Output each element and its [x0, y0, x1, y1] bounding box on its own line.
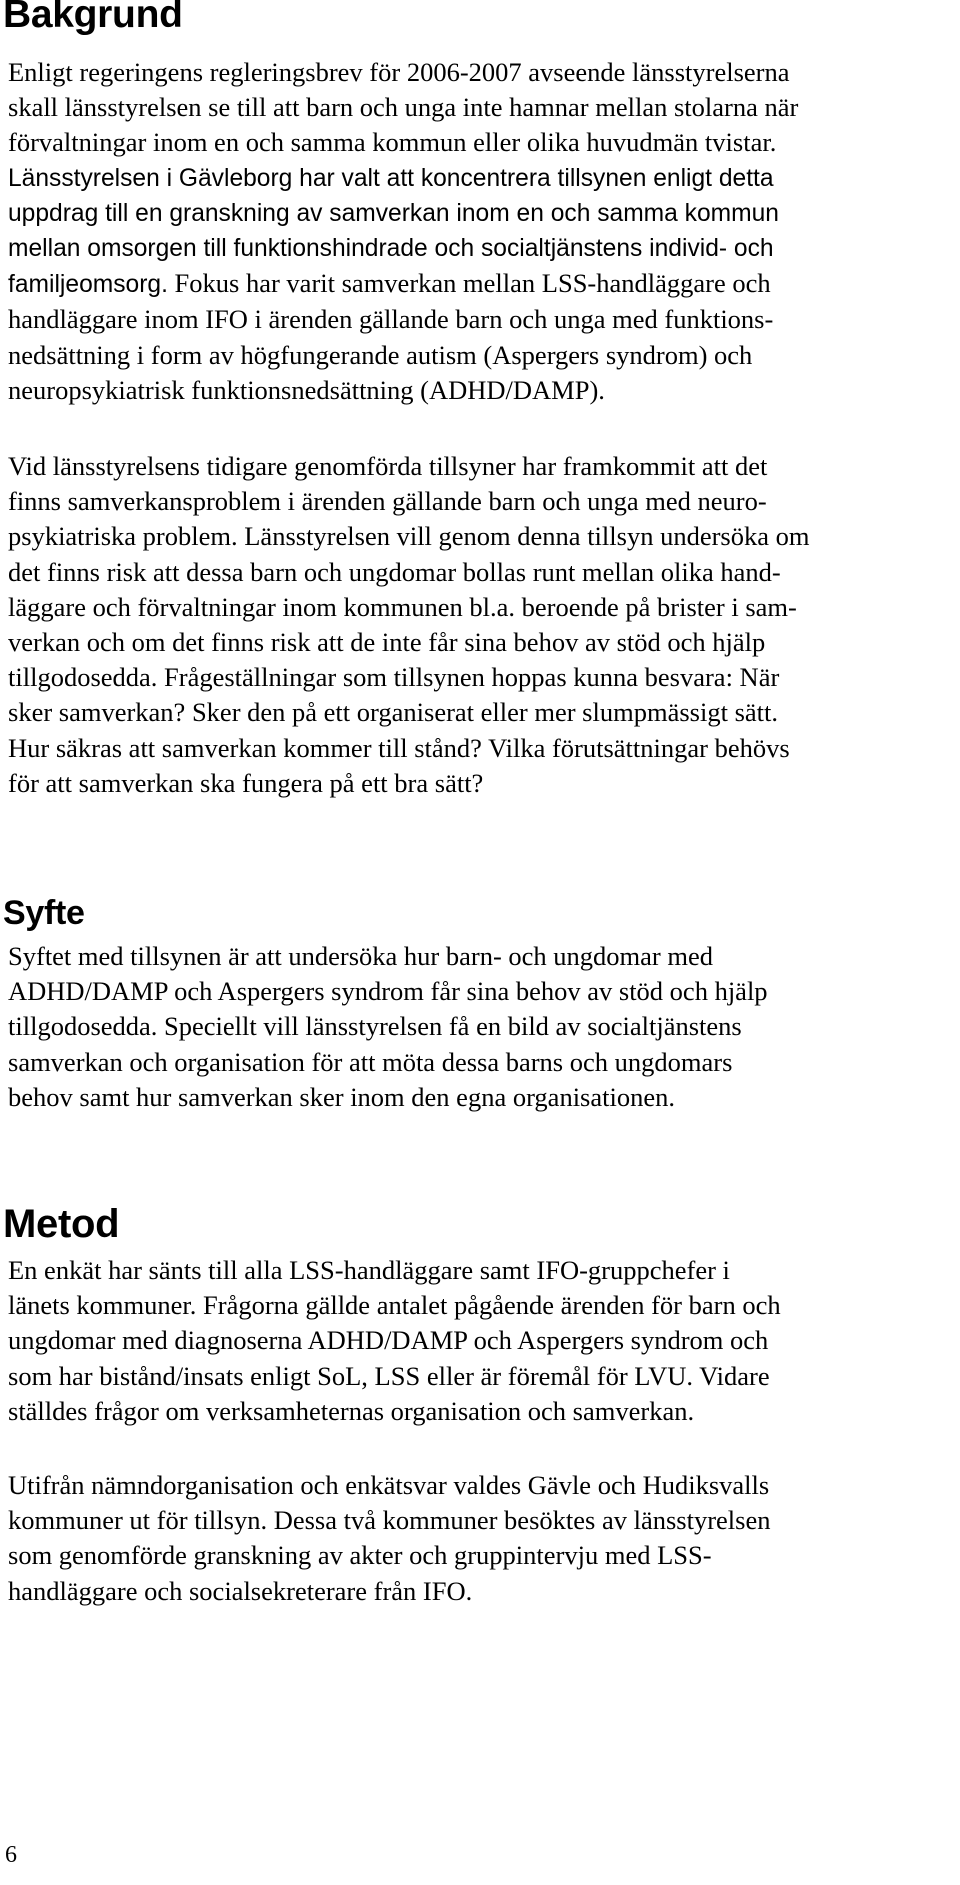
text-line: som genomförde granskning av akter och gruppintervju med LSS- — [8, 1540, 712, 1571]
text-line: Enligt regeringens regleringsbrev för 2006-2007 avseende länsstyrelserna — [8, 57, 790, 87]
text-line: ställdes frågor om verksamheternas organisation och samverkan. — [8, 1395, 695, 1426]
text-line: sker samverkan? Sker den på ett organiserat eller mer slumpmässigt sätt. — [8, 697, 778, 728]
paragraph-metod-2 — [8, 1468, 948, 1609]
text-line: handläggare och socialsekreterare från IFO. — [8, 1575, 473, 1606]
text-run: familjeomsorg. — [8, 271, 168, 299]
text-line: Vid länsstyrelsens tidigare genomförda tillsyner har framkommit att det — [8, 451, 768, 481]
text-line: förvaltningar inom en och samma kommun eller olika huvudmän tvistar. — [8, 127, 777, 158]
text-line: nedsättning i form av högfungerande autism (Aspergers syndrom) och — [8, 339, 753, 370]
text-line: Syftet med tillsynen är att undersöka hur barn- och ungdomar med — [8, 941, 714, 971]
text-line: neuropsykiatrisk funktionsnedsättning (ADHD/DAMP). — [8, 374, 605, 405]
text-line: som har bistånd/insats enligt SoL, LSS eller är föremål för LVU. Vidare — [8, 1360, 770, 1391]
text-line: kommuner ut för tillsyn. Dessa två kommuner besöktes av länsstyrelsen — [8, 1505, 771, 1536]
text-line: för att samverkan ska fungera på ett bra sätt? — [8, 767, 484, 798]
text-line: Hur säkras att samverkan kommer till stånd? Vilka förutsättningar behövs — [8, 732, 790, 763]
text-line: En enkät har sänts till alla LSS-handläggare samt IFO-gruppchefer i — [8, 1255, 730, 1285]
text-line: behov samt hur samverkan sker inom den egna organisationen. — [8, 1081, 675, 1112]
text-line: Länsstyrelsen i Gävleborg har valt att koncentrera tillsynen enligt detta — [8, 164, 774, 192]
text-line: mellan omsorgen till funktionshindrade och socialtjänstens individ- och — [8, 235, 774, 263]
text-line: skall länsstyrelsen se till att barn och unga inte hamnar mellan stolarna när — [8, 92, 799, 123]
text-line: tillgodosedda. Frågeställningar som tillsynen hoppas kunna besvara: När — [8, 662, 780, 693]
paragraph-metod-1 — [8, 1253, 948, 1429]
page-number: 6 — [5, 1842, 17, 1868]
text-line: finns samverkansproblem i ärenden gällande barn och unga med neuro- — [8, 486, 767, 517]
text-line: ungdomar med diagnoserna ADHD/DAMP och Aspergers syndrom och — [8, 1325, 769, 1356]
text-line: uppdrag till en granskning av samverkan inom en och samma kommun — [8, 199, 779, 227]
text-line: länets kommuner. Frågorna gällde antalet pågående ärenden för barn och — [8, 1290, 781, 1321]
paragraph-bakgrund-2 — [8, 449, 948, 801]
text-line: det finns risk att dessa barn och ungdomar bollas runt mellan olika hand- — [8, 556, 781, 587]
paragraph-syfte-1 — [8, 939, 948, 1115]
heading-metod: Metod — [3, 1202, 120, 1246]
heading-syfte: Syfte — [3, 894, 85, 932]
text-line: handläggare inom IFO i ärenden gällande barn och unga med funktions- — [8, 304, 774, 335]
text-line: tillgodosedda. Speciellt vill länsstyrelsen få en bild av socialtjänstens — [8, 1011, 742, 1042]
text-line: Utifrån nämndorganisation och enkätsvar valdes Gävle och Hudiksvalls — [8, 1470, 770, 1500]
text-line: ADHD/DAMP och Aspergers syndrom får sina behov av stöd och hjälp — [8, 976, 768, 1007]
text-line: samverkan och organisation för att möta dessa barns och ungdomars — [8, 1046, 733, 1077]
text-line: psykiatriska problem. Länsstyrelsen vill genom denna tillsyn undersöka om — [8, 521, 810, 552]
text-run: Fokus har varit samverkan mellan LSS-handläggare och — [174, 268, 771, 299]
text-line: läggare och förvaltningar inom kommunen bl.a. beroende på brister i sam- — [8, 591, 797, 622]
text-line: verkan och om det finns risk att de inte får sina behov av stöd och hjälp — [8, 627, 766, 658]
paragraph-bakgrund-1 — [8, 55, 948, 408]
heading-bakgrund: Bakgrund — [3, 0, 183, 36]
